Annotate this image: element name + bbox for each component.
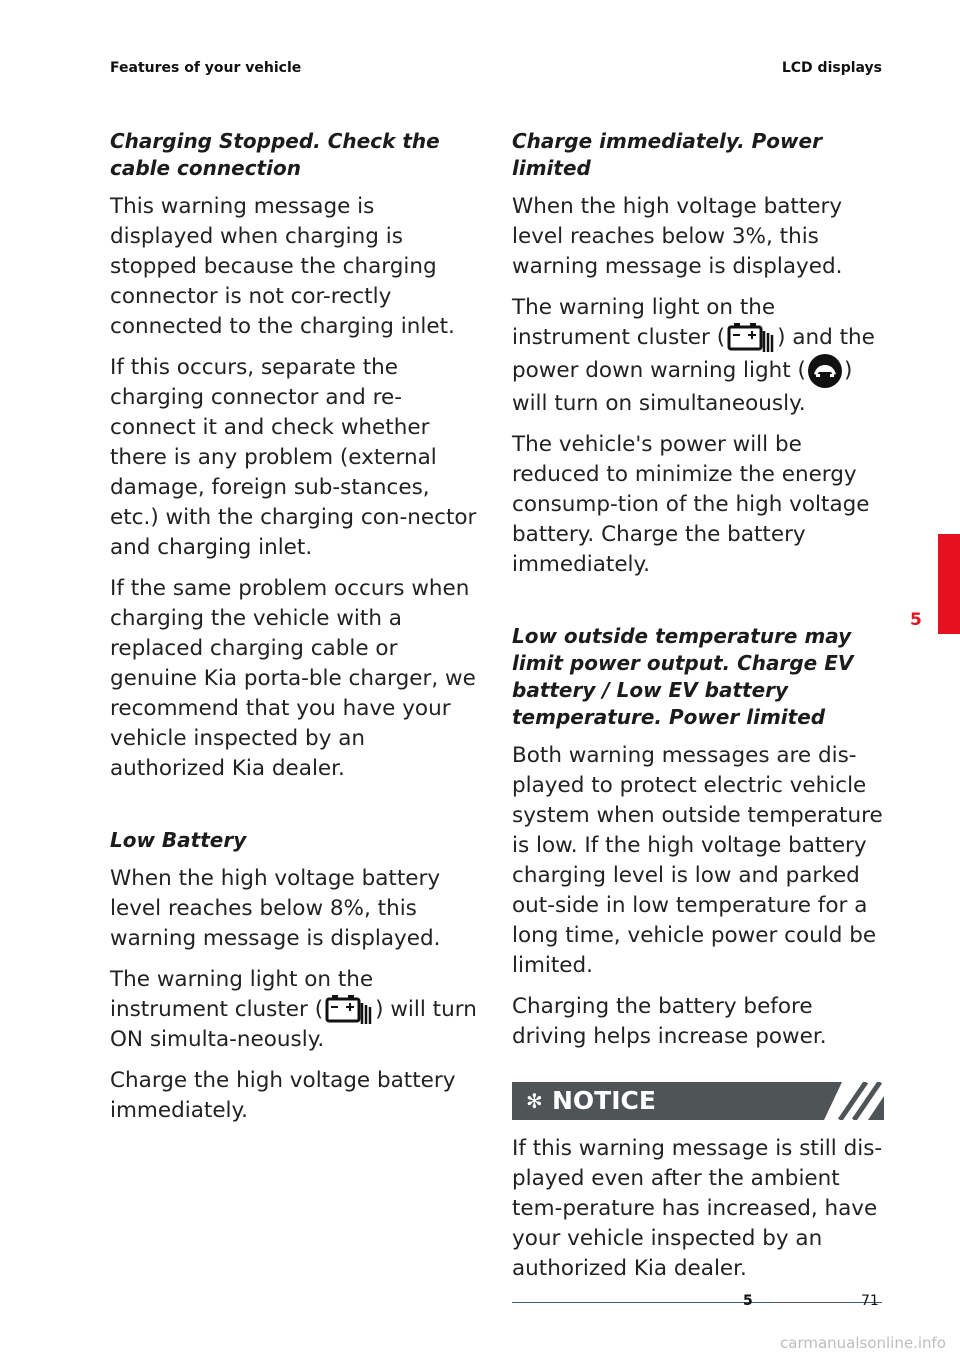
notice-text: If this warning message is still dis-played even after the ambient tem-perature has increased, have your vehicle inspected by an authorized Kia dealer. <box>512 1136 883 1281</box>
watermark: carmanualsonline.info <box>780 1334 946 1352</box>
right-column <box>512 128 884 1303</box>
section-title-charging-stopped: Charging Stopped. Check the cable connection <box>110 129 440 180</box>
footer-page-number: 71 <box>861 1293 879 1309</box>
header-section-title: Features of your vehicle <box>110 60 302 76</box>
paragraph: When the high voltage battery level reaches below 3%, this warning message is displayed. <box>512 194 843 279</box>
battery-warning-icon <box>324 995 374 1025</box>
section-title-charge-immediately: Charge immediately. Power limited <box>512 129 822 180</box>
footer-chapter-number: 5 <box>743 1293 753 1309</box>
paragraph: The vehicle's power will be reduced to minimize the energy consump-tion of the high voltage battery. Charge the battery immediately. <box>512 432 870 577</box>
power-down-icon <box>807 353 843 389</box>
notice-banner <box>512 1082 884 1120</box>
paragraph: Both warning messages are dis-played to protect electric vehicle system when outside temperature is low. If the high voltage battery charging level is low and parked out-side in low temperature for a long time, vehicle power could be limited. <box>512 743 883 978</box>
slash-decoration-icon <box>824 1082 884 1120</box>
text-fragment: The warning light on the instrument cluster ( <box>512 295 776 350</box>
text-fragment: The warning light on the instrument cluster ( <box>110 967 374 1022</box>
text-fragment: ) and the power down warning light ( <box>512 325 875 383</box>
paragraph-with-icon <box>110 965 482 1055</box>
footer-divider <box>772 1302 848 1303</box>
text-fragment: ) will turn ON simulta-neously. <box>110 997 477 1052</box>
paragraph: If the same problem occurs when charging the vehicle with a replaced charging cable or genuine Kia porta-ble charger, we recommend that you have your vehicle inspected by an authorized Kia dealer. <box>110 576 476 781</box>
chapter-side-tab <box>938 534 960 634</box>
left-column <box>110 128 482 1137</box>
asterisk-icon: ✻ <box>526 1089 543 1113</box>
paragraph: If this occurs, separate the charging connector and re-connect it and check whether there is any problem (external damage, foreign sub-stances, etc.) with the charging con-nector and charging inlet. <box>110 355 477 560</box>
chapter-side-number: 5 <box>910 610 922 630</box>
paragraph: This warning message is displayed when charging is stopped because the charging connector is not cor-rectly connected to the charging inlet. <box>110 194 455 339</box>
header-page-title: LCD displays <box>781 60 882 76</box>
section-title-low-temperature: Low outside temperature may limit power output. Charge EV battery / Low EV battery temperature. Power limited <box>512 624 854 729</box>
paragraph: Charge the high voltage battery immediately. <box>110 1068 456 1123</box>
notice-title: NOTICE <box>552 1086 656 1115</box>
paragraph: When the high voltage battery level reaches below 8%, this warning message is displayed. <box>110 866 441 951</box>
battery-warning-icon <box>726 323 776 353</box>
paragraph-with-icons <box>512 293 884 419</box>
section-title-low-battery: Low Battery <box>110 828 247 852</box>
text-fragment: ) will turn on simultaneously. <box>512 358 853 416</box>
paragraph: Charging the battery before driving helps increase power. <box>512 994 827 1049</box>
